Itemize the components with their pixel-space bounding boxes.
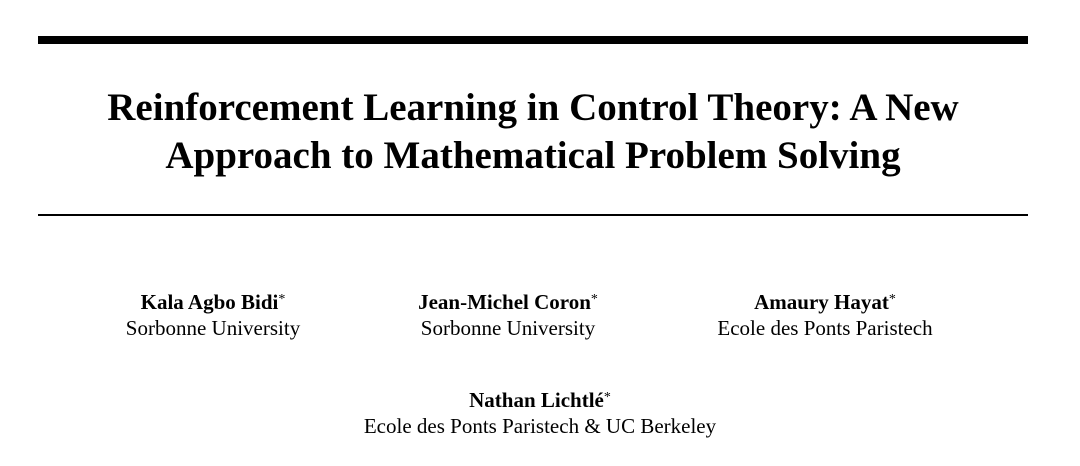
author-footnote-mark: * [278,292,286,307]
author-block-2 [398,287,618,341]
title-bottom-rule [38,214,1028,216]
author-name: Nathan Lichtlé [469,388,604,412]
author-affiliation: Ecole des Ponts Paristech [717,316,933,340]
author-affiliation: Sorbonne University [420,316,596,340]
paper-title-line-1: Reinforcement Learning in Control Theory: A New [107,86,959,129]
author-affiliation: Ecole des Ponts Paristech & UC Berkeley [363,414,717,438]
paper-title [38,84,1028,180]
author-affiliation: Sorbonne University [125,316,301,340]
author-name: Jean-Michel Coron [418,290,591,314]
author-name: Kala Agbo Bidi [140,290,279,314]
author-footnote-mark: * [590,292,598,307]
author-block-4 [290,385,790,439]
author-block-1 [108,287,318,341]
author-name: Amaury Hayat [754,290,889,314]
top-rule [38,36,1028,44]
author-block-3 [690,287,960,341]
author-footnote-mark: * [888,292,896,307]
author-footnote-mark: * [603,390,611,405]
paper-title-line-2: Approach to Mathematical Problem Solving [165,134,901,177]
